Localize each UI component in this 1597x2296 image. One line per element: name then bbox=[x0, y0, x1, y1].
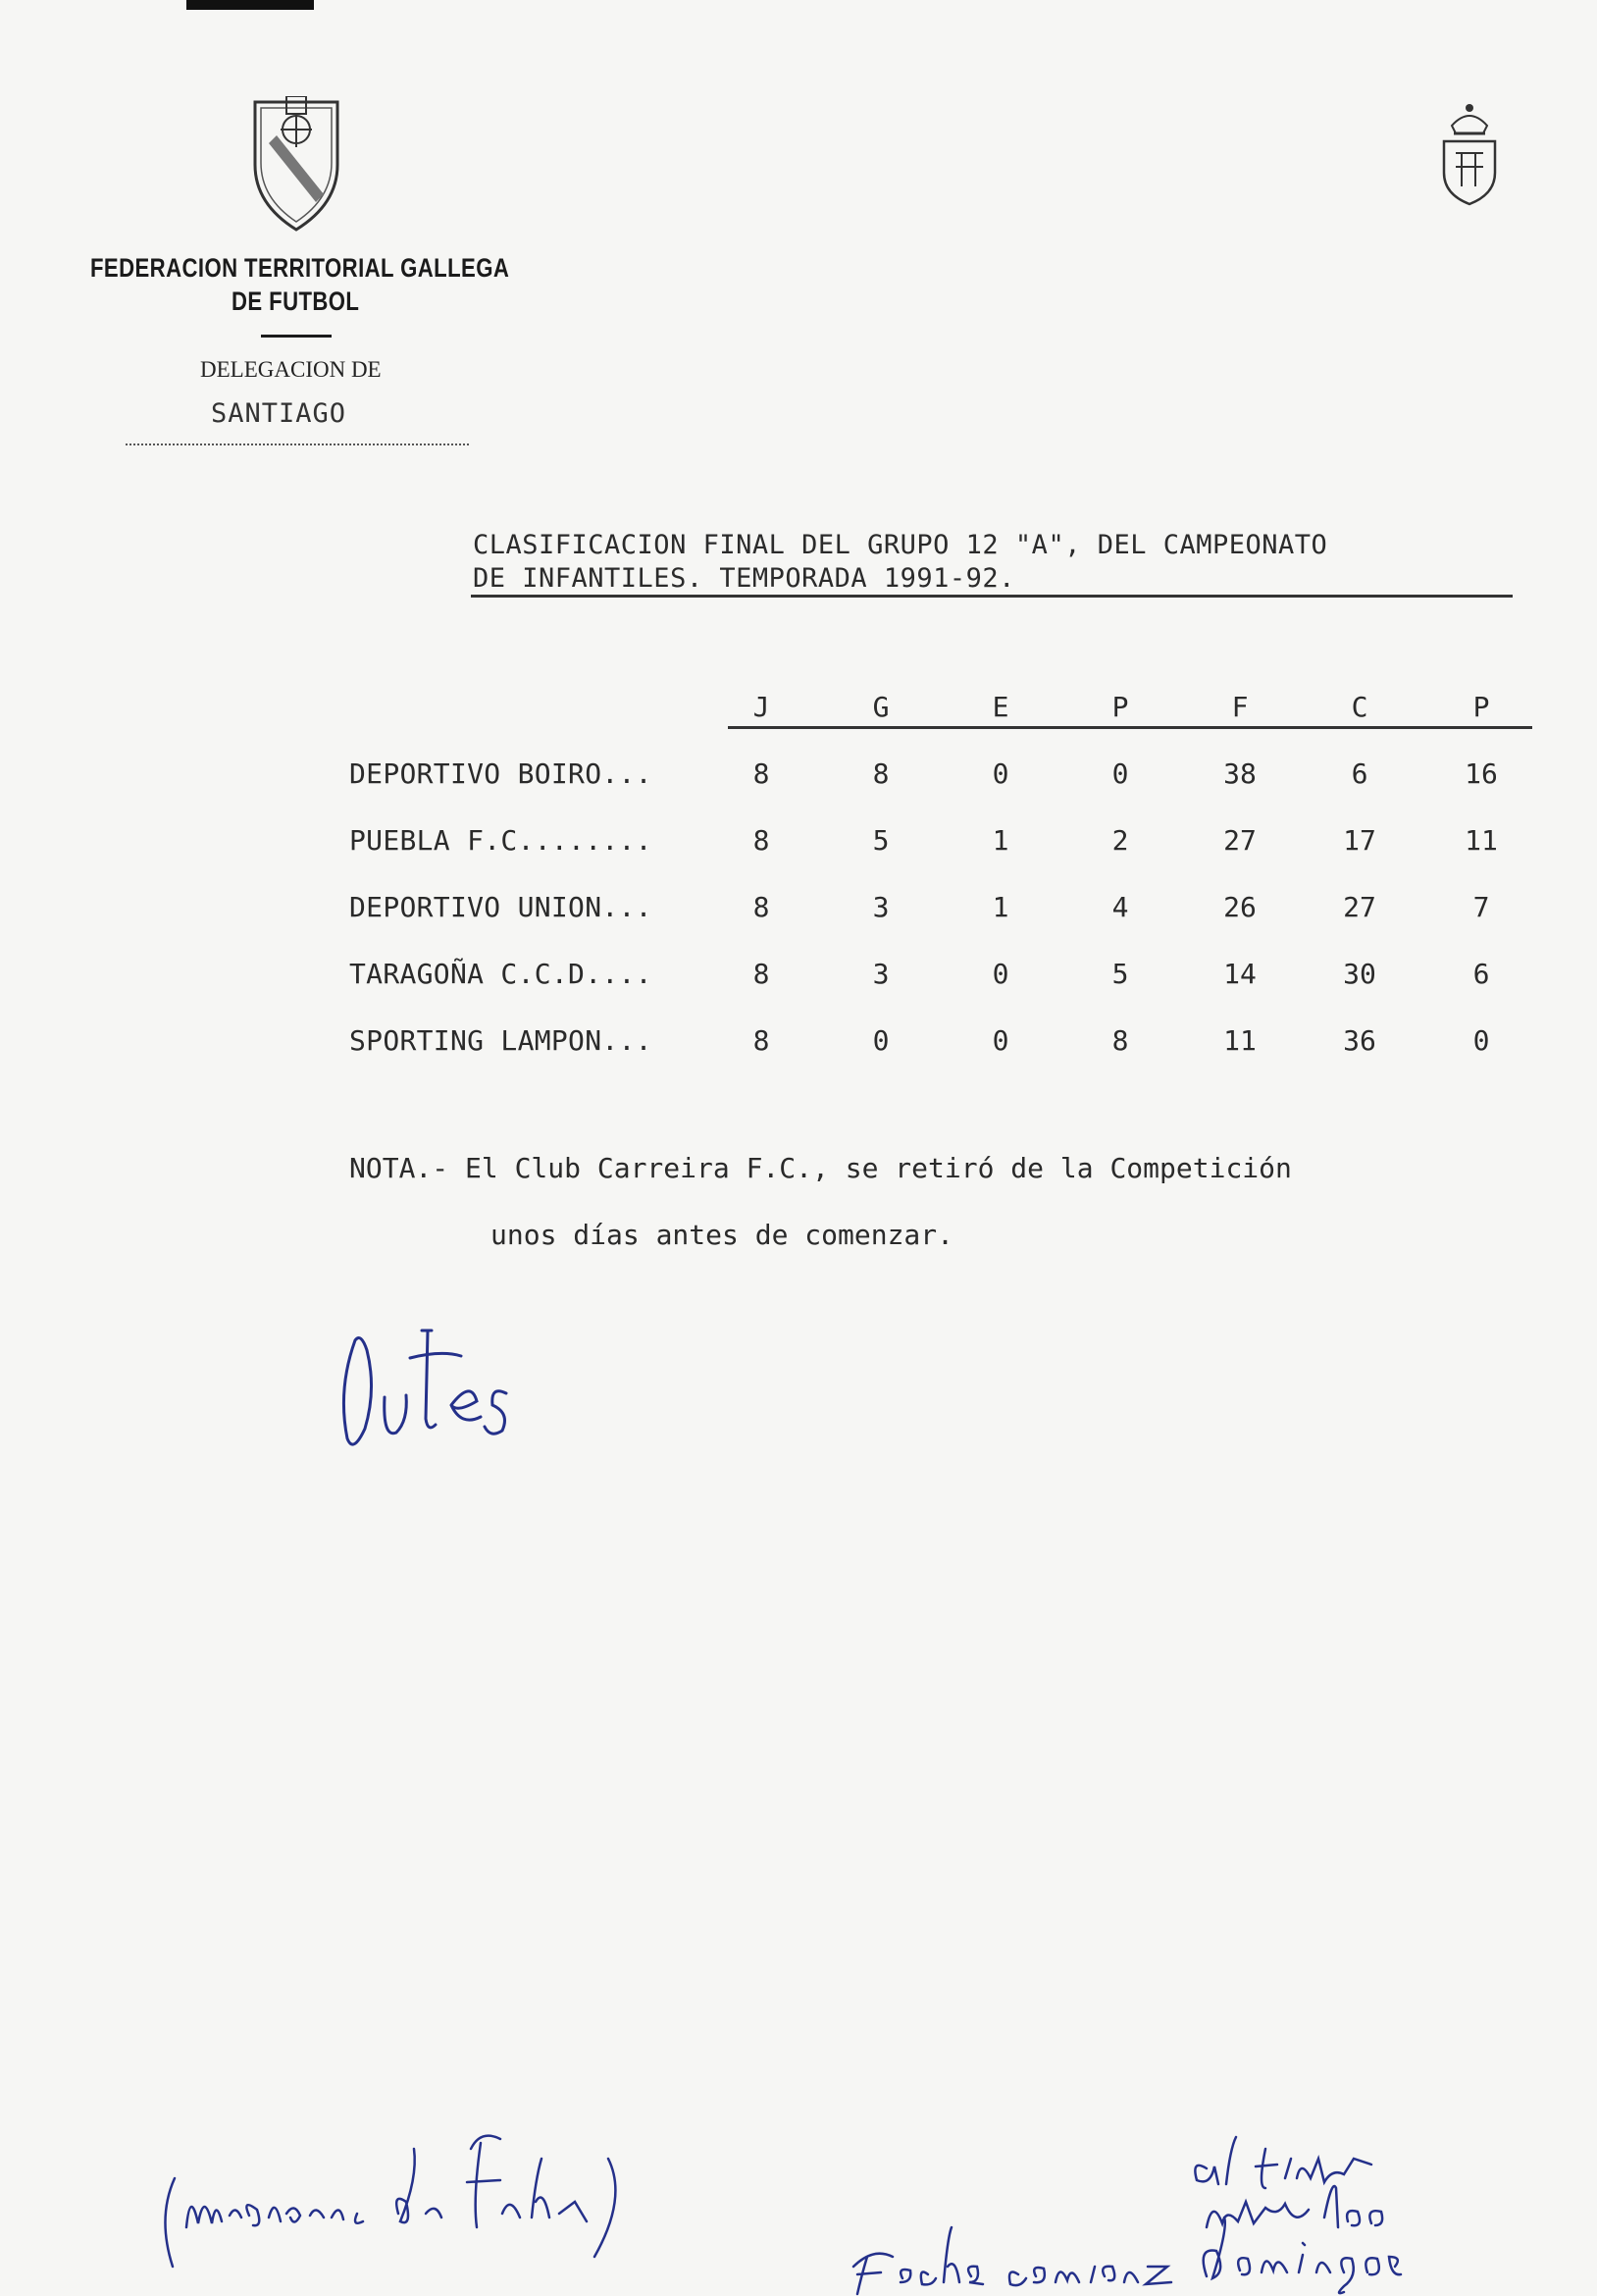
org-name-line2: DE FUTBOL bbox=[232, 287, 360, 316]
table-cell: 3 bbox=[872, 891, 890, 923]
table-cell: 17 bbox=[1343, 824, 1376, 857]
table-cell: 30 bbox=[1343, 958, 1376, 990]
delegacion-label: DELEGACION DE bbox=[200, 357, 382, 382]
handwritten-signature bbox=[334, 1311, 530, 1458]
delegacion-city: SANTIAGO bbox=[211, 398, 347, 429]
handwritten-note-bottom-right bbox=[834, 2129, 1481, 2296]
table-cell: 0 bbox=[1472, 1024, 1490, 1057]
table-cell: 5 bbox=[872, 824, 890, 857]
table-cell: 8 bbox=[752, 958, 770, 990]
col-head-e: E bbox=[992, 691, 1009, 723]
table-cell: 27 bbox=[1343, 891, 1376, 923]
table-cell: 14 bbox=[1223, 958, 1257, 990]
col-head-j: J bbox=[752, 691, 770, 723]
table-row-team: PUEBLA F.C........ bbox=[349, 824, 652, 857]
col-head-f: F bbox=[1231, 691, 1249, 723]
table-cell: 1 bbox=[992, 891, 1009, 923]
table-cell: 11 bbox=[1223, 1024, 1257, 1057]
col-head-p: P bbox=[1111, 691, 1129, 723]
table-row-team: SPORTING LAMPON... bbox=[349, 1024, 652, 1057]
federation-shield-logo bbox=[247, 96, 345, 234]
note-line2: unos días antes de comenzar. bbox=[490, 1219, 954, 1251]
org-name-line1: FEDERACION TERRITORIAL GALLEGA bbox=[90, 253, 510, 283]
note-line1: NOTA.- El Club Carreira F.C., se retiró de la Competición bbox=[349, 1152, 1292, 1184]
table-cell: 26 bbox=[1223, 891, 1257, 923]
corner-scan-mark bbox=[186, 0, 314, 10]
handwritten-note-bottom-left bbox=[147, 2119, 736, 2286]
col-head-g: G bbox=[872, 691, 890, 723]
table-row-team: DEPORTIVO UNION... bbox=[349, 891, 652, 923]
table-cell: 38 bbox=[1223, 757, 1257, 790]
document-title-line2: DE INFANTILES. TEMPORADA 1991-92. bbox=[473, 563, 1015, 594]
table-cell: 8 bbox=[872, 757, 890, 790]
table-cell: 8 bbox=[752, 824, 770, 857]
table-cell: 36 bbox=[1343, 1024, 1376, 1057]
table-cell: 0 bbox=[1111, 757, 1129, 790]
table-cell: 8 bbox=[1111, 1024, 1129, 1057]
table-cell: 0 bbox=[992, 958, 1009, 990]
table-cell: 27 bbox=[1223, 824, 1257, 857]
table-cell: 0 bbox=[872, 1024, 890, 1057]
table-cell: 1 bbox=[992, 824, 1009, 857]
table-cell: 0 bbox=[992, 1024, 1009, 1057]
table-row-team: TARAGOÑA C.C.D.... bbox=[349, 958, 652, 990]
table-cell: 3 bbox=[872, 958, 890, 990]
col-head-pts: P bbox=[1472, 691, 1490, 723]
crown-crest-logo bbox=[1438, 96, 1501, 206]
table-cell: 4 bbox=[1111, 891, 1129, 923]
table-header-rule bbox=[728, 726, 1532, 729]
table-cell: 8 bbox=[752, 891, 770, 923]
table-cell: 16 bbox=[1465, 757, 1498, 790]
table-cell: 8 bbox=[752, 1024, 770, 1057]
table-cell: 2 bbox=[1111, 824, 1129, 857]
table-cell: 11 bbox=[1465, 824, 1498, 857]
col-head-c: C bbox=[1351, 691, 1368, 723]
table-cell: 6 bbox=[1351, 757, 1368, 790]
table-cell: 6 bbox=[1472, 958, 1490, 990]
document-title-line1: CLASIFICACION FINAL DEL GRUPO 12 "A", DEL CAMPEONATO bbox=[473, 530, 1328, 560]
table-cell: 8 bbox=[752, 757, 770, 790]
letterhead-divider bbox=[261, 335, 332, 338]
table-cell: 0 bbox=[992, 757, 1009, 790]
delegacion-dotted-line bbox=[126, 444, 469, 445]
table-cell: 7 bbox=[1472, 891, 1490, 923]
table-cell: 5 bbox=[1111, 958, 1129, 990]
table-row-team: DEPORTIVO BOIRO... bbox=[349, 757, 652, 790]
title-underline bbox=[471, 595, 1513, 598]
